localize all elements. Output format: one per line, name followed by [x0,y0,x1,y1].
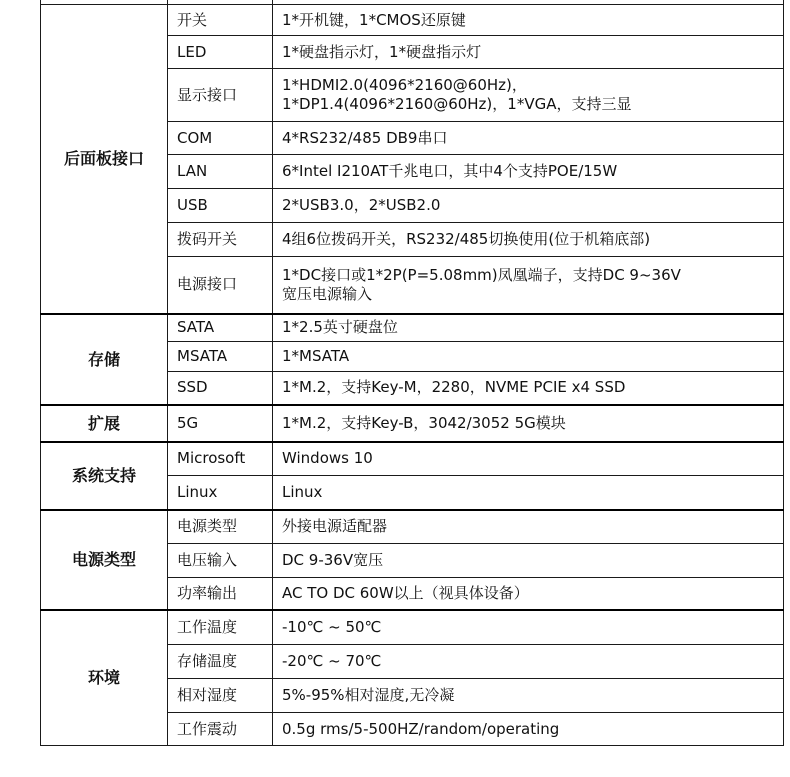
row-key: 存储温度 [168,645,273,679]
row-value-line: 1*HDMI2.0(4096*2160@60Hz)， [282,76,527,94]
row-value-line: 宽压电源输入 [282,284,373,303]
group-label-environment: 环境 [41,610,168,746]
row-value: 1*硬盘指示灯，1*硬盘指示灯 [273,36,784,69]
row-value: 5%-95%相对湿度,无冷凝 [273,679,784,713]
row-value: 1*M.2，支持Key-B，3042/3052 5G模块 [273,405,784,442]
row-value: 1*2.5英寸硬盘位 [273,314,784,342]
row-value-line: 1*DC接口或1*2P(P=5.08mm)凤凰端子，支持DC 9~36V [282,265,681,284]
row-key: 电源接口 [168,257,273,314]
row-value: -10℃ ~ 50℃ [273,610,784,645]
row-key: Microsoft [168,442,273,476]
group-label-storage: 存储 [41,314,168,405]
row-value: 1*M.2，支持Key-M，2280，NVME PCIE x4 SSD [273,372,784,405]
group-label-rear-panel: 后面板接口 [41,5,168,314]
row-value: -20℃ ~ 70℃ [273,645,784,679]
row-key: LAN [168,155,273,189]
row-key: 工作震动 [168,713,273,746]
row-value [273,69,784,122]
table-row [41,5,784,36]
row-key: SATA [168,314,273,342]
row-key: 开关 [168,5,273,36]
row-value: Windows 10 [273,442,784,476]
row-key: USB [168,189,273,223]
table-row [41,610,784,645]
group-label-expansion: 扩展 [41,405,168,442]
row-value: 1*MSATA [273,342,784,372]
row-value: AC TO DC 60W以上（视具体设备） [273,578,784,610]
row-key: 工作温度 [168,610,273,645]
group-label-os: 系统支持 [41,442,168,510]
row-value: 0.5g rms/5-500HZ/random/operating [273,713,784,746]
row-key: 5G [168,405,273,442]
row-key: 拨码开关 [168,223,273,257]
table-row [41,314,784,342]
row-key: 相对湿度 [168,679,273,713]
row-key: LED [168,36,273,69]
spec-table [40,0,784,746]
row-key: COM [168,122,273,155]
row-value: 6*Intel I210AT千兆电口，其中4个支持POE/15W [273,155,784,189]
row-value: Linux [273,476,784,510]
group-label-power: 电源类型 [41,510,168,610]
row-key: 电源类型 [168,510,273,544]
row-value [273,257,784,314]
row-value: 4*RS232/485 DB9串口 [273,122,784,155]
row-value: 4组6位拨码开关，RS232/485切换使用(位于机箱底部) [273,223,784,257]
table-row [41,442,784,476]
row-value: 外接电源适配器 [273,510,784,544]
table-row [41,405,784,442]
row-key: 电压输入 [168,544,273,578]
row-key: 显示接口 [168,69,273,122]
row-value: 1*开机键，1*CMOS还原键 [273,5,784,36]
row-value-line: 1*DP1.4(4096*2160@60Hz)，1*VGA，支持三显 [282,95,632,113]
row-value: 2*USB3.0，2*USB2.0 [273,189,784,223]
row-key: Linux [168,476,273,510]
row-value: DC 9-36V宽压 [273,544,784,578]
row-key: 功率输出 [168,578,273,610]
row-key: SSD [168,372,273,405]
row-key: MSATA [168,342,273,372]
table-row [41,510,784,544]
